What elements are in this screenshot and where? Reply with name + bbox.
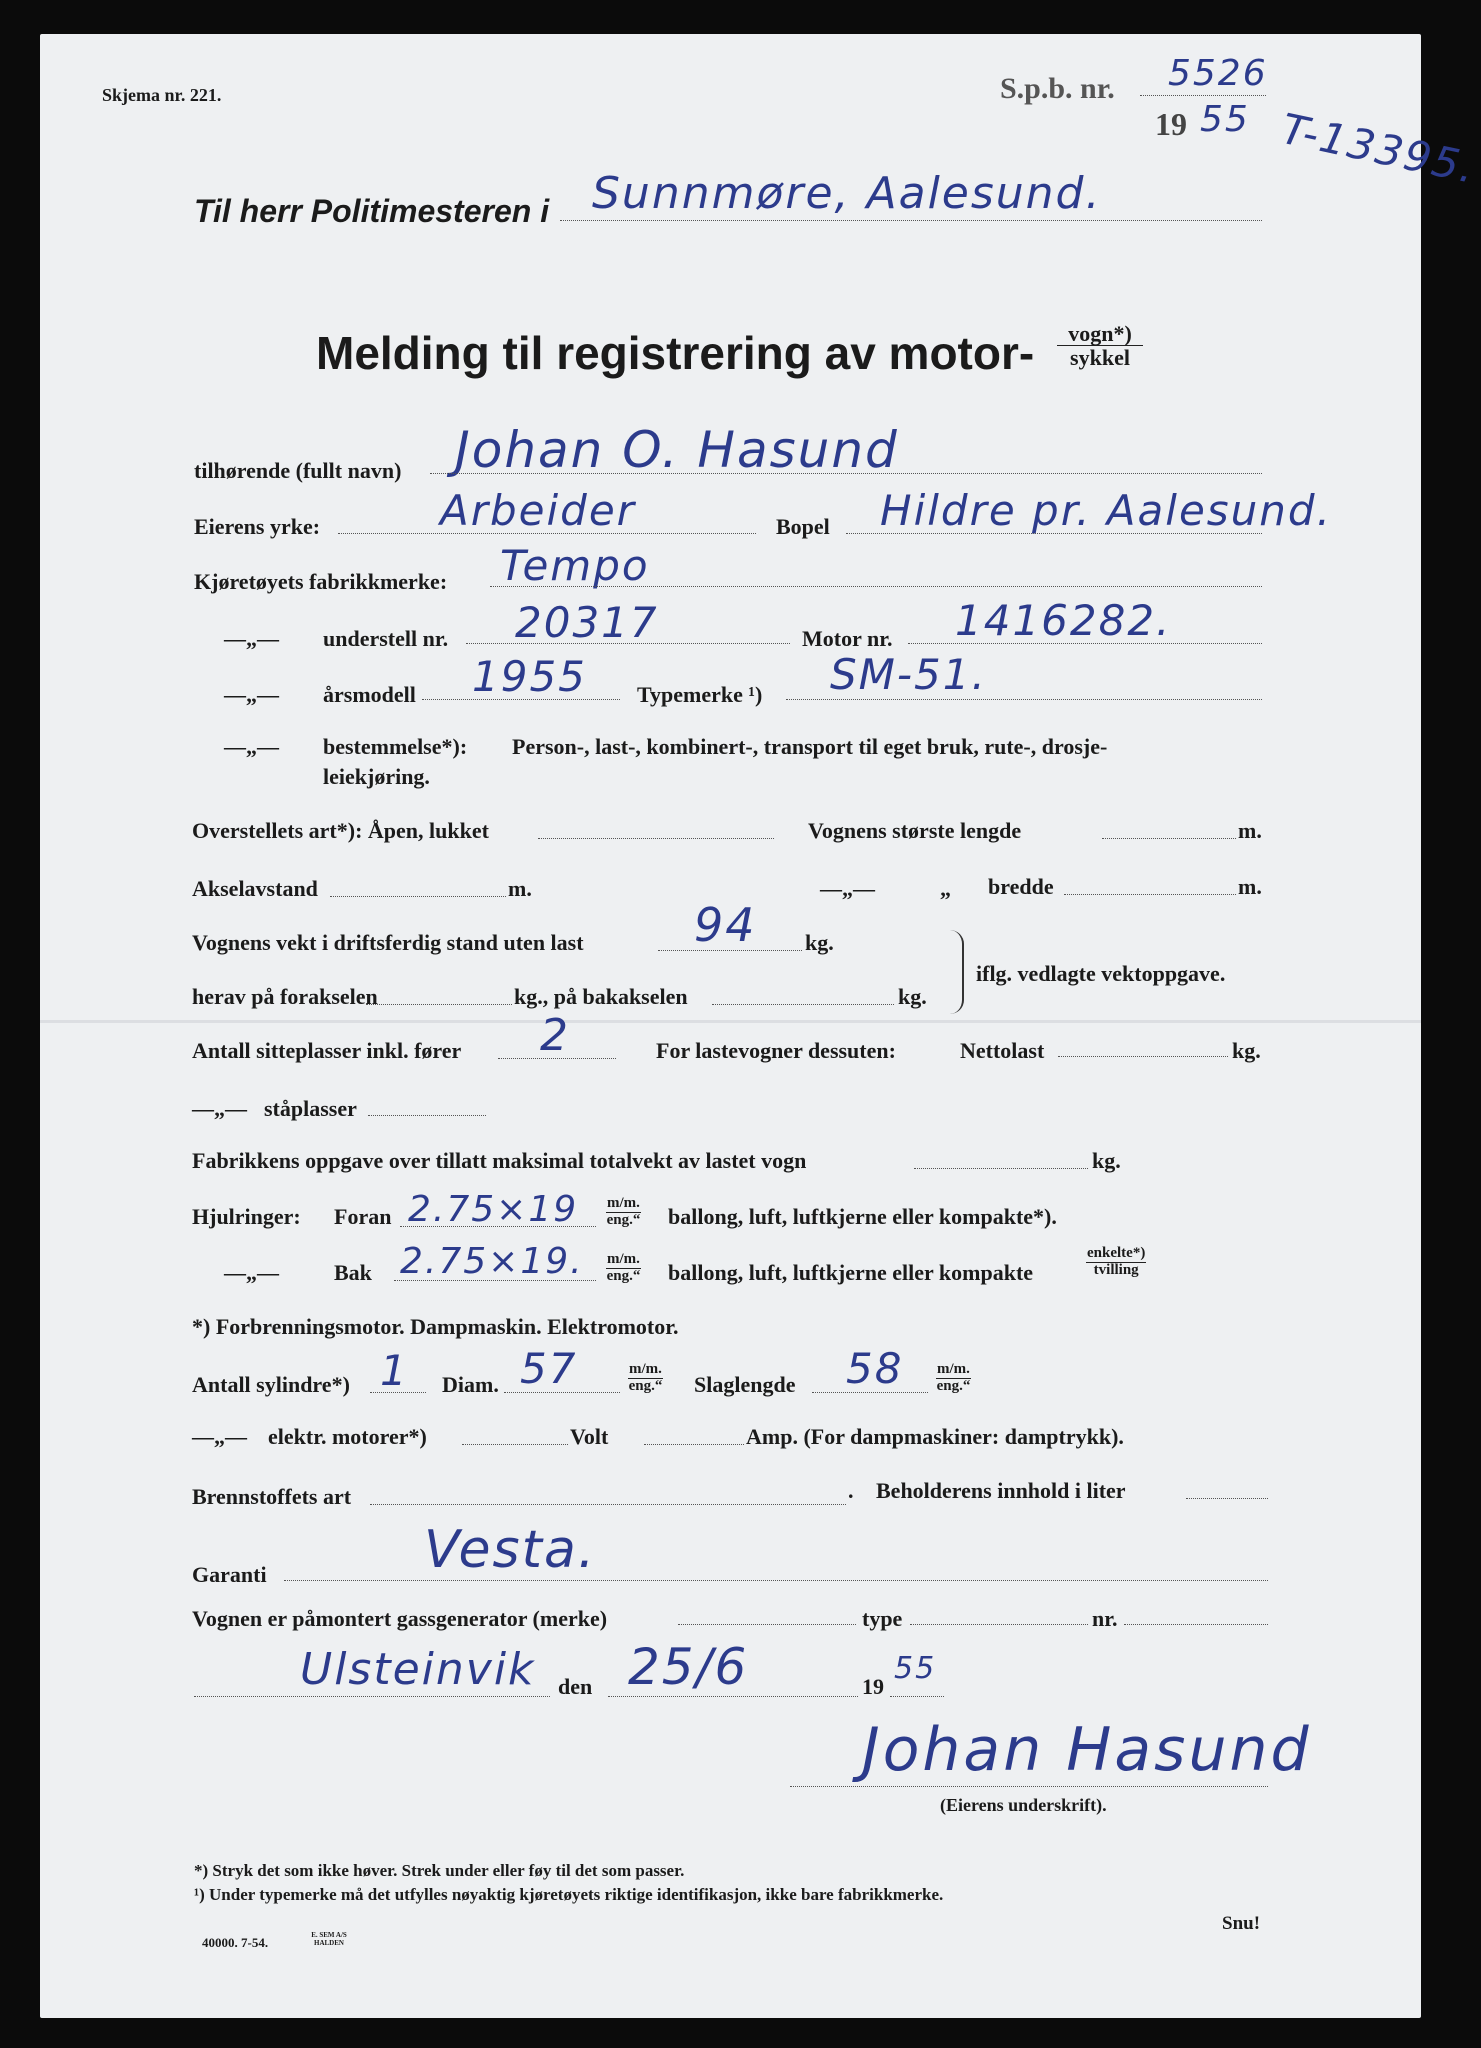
engine-types: *) Forbrenningsmotor. Dampmaskin. Elektromotor. [192,1314,679,1339]
make-handwritten: Tempo [500,541,650,590]
fold-crease [40,1020,1421,1023]
signature-line [790,1786,1268,1787]
rear-tire-mount-option [1086,1246,1146,1279]
body-line [538,838,774,839]
rear-tire-types: ballong, luft, luftkjerne eller kompakte [668,1260,1034,1285]
seats-label: Antall sitteplasser inkl. fører [192,1038,462,1063]
purpose-options-cont: leiekjøring. [323,764,430,789]
standing-line [368,1115,486,1116]
form-number: Skjema nr. 221. [102,85,222,105]
front-unit-inch: eng.“ [606,1211,641,1228]
tank-line [1186,1498,1268,1499]
front-tire-label: Foran [334,1204,392,1229]
width-unit: m. [1238,874,1262,899]
fuel-dot: . [848,1478,854,1503]
stroke-handwritten: 58 [846,1344,904,1393]
weight-handwritten: 94 [694,898,757,952]
front-tire-types: ballong, luft, luftkjerne eller kompakte*). [668,1204,1057,1229]
model-year-ditto: —„— [224,682,279,707]
type-line [786,699,1262,700]
printer-mark: E. SEM A/S HALDEN [311,1931,347,1947]
motor-label: Motor nr. [802,626,893,651]
cylinders-line [370,1392,426,1393]
owner-name-handwritten: Johan O. Hasund [455,421,899,479]
netload-label: Nettolast [960,1038,1045,1063]
place-line [194,1696,550,1697]
purpose-label: bestemmelse*): [323,734,468,759]
spb-year-prefix: 19 [1155,106,1187,142]
standing-label: ståplasser [264,1096,357,1121]
max-weight-line [914,1168,1088,1169]
title-option-car: vogn*) [1057,322,1143,346]
gas-type-label: type [862,1606,903,1631]
rear-tire-line [394,1280,596,1281]
addressee-label: Til herr Politimesteren i [194,193,550,229]
length-line [1102,838,1236,839]
owner-label: tilhørende (fullt navn) [194,458,402,483]
year-handwritten: 55 [894,1651,937,1686]
year-line [890,1696,944,1697]
footnote-typemark: ¹) Under typemerke må det utfylles nøyaktig kjøretøyets riktige identifikasjon, ikke bare fabrikkmerke. [194,1885,944,1904]
year-prefix: 19 [862,1674,884,1699]
stroke-label: Slaglengde [694,1372,796,1397]
weight-note: iflg. vedlagte vektoppgave. [976,961,1226,986]
chassis-line [466,643,790,644]
tank-label: Beholderens innhold i liter [876,1478,1126,1503]
purpose-ditto: —„— [224,734,279,759]
weight-label: Vognens vekt i driftsferdig stand uten last [192,930,584,955]
occupation-line [338,533,756,534]
fuel-line [370,1504,846,1505]
title-vehicle-option [1057,322,1143,369]
owner-line [430,473,1262,474]
stroke-unit [936,1362,971,1395]
spb-label: S.p.b. nr. [1000,72,1115,105]
rear-tire-handwritten: 2.75×19. [400,1241,584,1282]
print-info: 40000. 7-54. [202,1935,269,1950]
max-weight-label: Fabrikkens oppgave over tillatt maksimal totalvekt av lastet vogn [192,1148,807,1173]
warranty-handwritten: Vesta. [424,1520,597,1580]
standing-ditto: —„— [192,1096,247,1121]
electric-line [462,1444,568,1445]
warranty-label: Garanti [192,1562,267,1587]
spb-number-handwritten: 5526 [1168,53,1268,94]
type-label: Typemerke ¹) [637,682,763,707]
diam-handwritten: 57 [520,1344,578,1393]
motor-handwritten: 1416282. [955,596,1172,645]
title-option-motorcycle: sykkel [1070,345,1130,371]
rear-unit-mm: m/m. [607,1251,640,1267]
axle-unit: m. [508,876,532,901]
volt-line [644,1444,744,1445]
diam-unit-mm: m/m. [629,1361,662,1377]
reference-handwritten: T-13395. [1277,103,1481,194]
gas-type-line [910,1624,1088,1625]
rear-tire-ditto: —„— [224,1260,279,1285]
purpose-options: Person-, last-, kombinert-, transport til eget bruk, rute-, drosje- [512,734,1108,759]
front-tire-unit [606,1196,641,1229]
addressee-handwritten: Sunnmøre, Aalesund. [592,168,1102,219]
form-title: Melding til registrering av motor- [316,327,1035,379]
axle-line [330,896,506,897]
diam-line [504,1392,620,1393]
turn-over-note: Snu! [1222,1913,1261,1934]
electric-ditto: —„— [192,1424,247,1449]
width-quote: „ [940,876,951,901]
make-line [490,586,1262,587]
volt-label: Volt [570,1424,609,1449]
diam-label: Diam. [442,1372,499,1397]
diam-unit-inch: eng.“ [628,1377,663,1394]
gas-label: Vognen er påmontert gassgenerator (merke) [192,1606,608,1631]
date-line [608,1696,858,1697]
chassis-ditto: —„— [224,626,279,651]
spb-year-handwritten: 55 [1200,99,1250,140]
stroke-unit-inch: eng.“ [936,1377,971,1394]
date-handwritten: 25/6 [628,1638,749,1696]
weight-unit: kg. [805,930,834,955]
occupation-label: Eierens yrke: [194,514,321,539]
make-label: Kjøretøyets fabrikkmerke: [194,569,448,594]
stroke-unit-mm: m/m. [937,1361,970,1377]
rear-axle-line [712,1004,894,1005]
type-handwritten: SM-51. [830,650,987,699]
tires-label: Hjulringer: [192,1204,301,1229]
residence-line [846,533,1262,534]
fuel-label: Brennstoffets art [192,1484,352,1509]
warranty-line [284,1580,1268,1581]
chassis-handwritten: 20317 [515,598,659,647]
chassis-label: understell nr. [323,626,449,651]
rear-axle-label: kg., på bakakselen [514,984,688,1009]
weight-line [658,950,802,951]
front-tire-handwritten: 2.75×19 [408,1189,579,1230]
mount-single: enkelte*) [1087,1245,1146,1261]
motor-line [908,643,1262,644]
diam-unit [628,1362,663,1395]
truck-label: For lastevogner dessuten: [656,1038,896,1063]
stroke-line [812,1392,928,1393]
rear-axle-unit: kg. [898,984,927,1009]
model-year-handwritten: 1955 [472,652,587,701]
front-axle-label: herav på forakselen [192,984,378,1009]
footnote-strike: *) Stryk det som ikke høver. Strek under eller føy til det som passer. [194,1861,685,1880]
occupation-handwritten: Arbeider [440,486,636,535]
netload-line [1058,1056,1228,1057]
front-unit-mm: m/m. [607,1195,640,1211]
body-label: Overstellets art*): Åpen, lukket [192,818,489,843]
axle-label: Akselavstand [192,876,318,901]
width-line [1064,894,1236,895]
seats-handwritten: 2 [540,1010,570,1061]
signature-label: (Eierens underskrift). [940,1795,1107,1815]
length-label: Vognens største lengde [808,818,1022,843]
rear-tire-label: Bak [334,1260,372,1285]
length-unit: m. [1238,818,1262,843]
owner-signature: Johan Hasund [862,1715,1312,1785]
date-label: den [558,1674,593,1699]
width-label: bredde [988,874,1054,899]
rear-unit-inch: eng.“ [606,1267,641,1284]
gas-nr-line [1124,1624,1268,1625]
amp-label: Amp. (For dampmaskiner: damptrykk). [746,1424,1124,1449]
spb-number-line [1140,95,1266,96]
width-ditto: —„— [820,876,875,901]
netload-unit: kg. [1232,1038,1261,1063]
gas-line [678,1624,856,1625]
seats-line [498,1058,616,1059]
residence-handwritten: Hildre pr. Aalesund. [880,486,1332,535]
weight-bracket [946,930,964,1014]
gas-nr-label: nr. [1092,1606,1118,1631]
cylinders-handwritten: 1 [380,1346,409,1395]
mount-twin: tvilling [1093,1261,1139,1278]
front-tire-line [400,1226,596,1227]
place-handwritten: Ulsteinvik [300,1644,536,1695]
electric-label: elektr. motorer*) [268,1424,427,1449]
model-year-line [422,699,620,700]
model-year-label: årsmodell [323,682,416,707]
rear-tire-unit [606,1252,641,1285]
front-axle-line [366,1004,512,1005]
cylinders-label: Antall sylindre*) [192,1372,350,1397]
residence-label: Bopel [776,514,830,539]
addressee-line [560,220,1262,221]
max-weight-unit: kg. [1092,1148,1121,1173]
